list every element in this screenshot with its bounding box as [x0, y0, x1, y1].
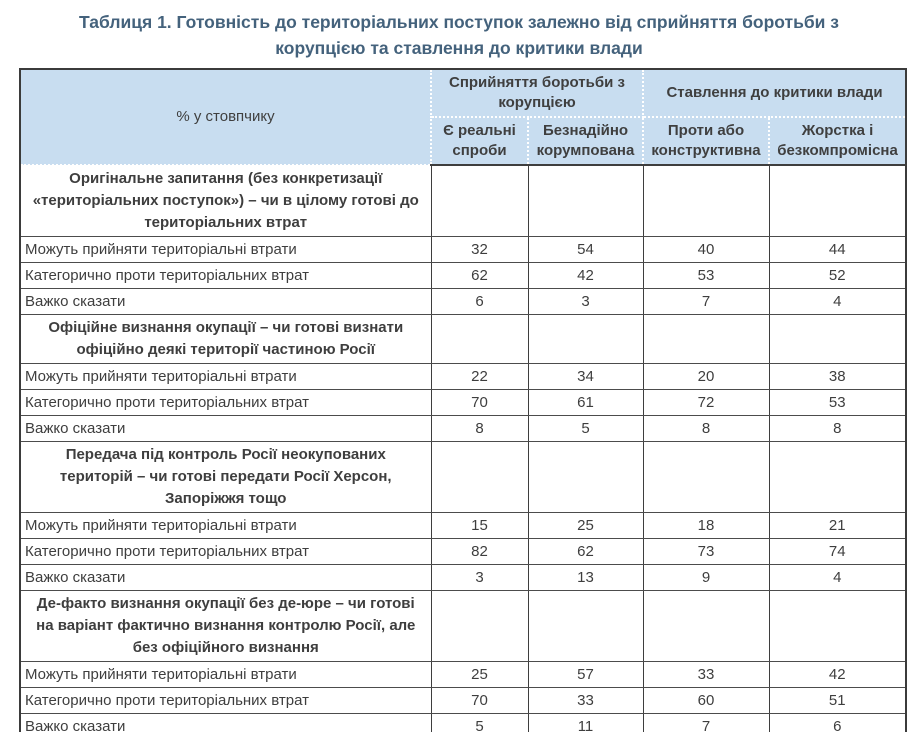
table-body — [20, 165, 906, 732]
value-cell: 32 — [431, 237, 528, 263]
value-cell: 61 — [528, 390, 643, 416]
col-header-against-or-constructive: Проти або конструктивна — [643, 117, 769, 165]
section-header-row — [20, 442, 906, 513]
value-cell: 34 — [528, 364, 643, 390]
col-header-hopelessly-corrupt: Безнадійно корумпована — [528, 117, 643, 165]
row-label: Можуть прийняти територіальні втрати — [20, 364, 431, 390]
table-row — [20, 513, 906, 539]
value-cell: 74 — [769, 539, 906, 565]
concessions-table — [19, 68, 907, 732]
col-header-harsh-uncompromising: Жорстка і безкомпромісна — [769, 117, 906, 165]
value-cell: 7 — [643, 714, 769, 732]
value-cell: 57 — [528, 662, 643, 688]
value-cell: 18 — [643, 513, 769, 539]
value-cell: 6 — [769, 714, 906, 732]
value-cell: 53 — [769, 390, 906, 416]
table-row — [20, 662, 906, 688]
group-header-corruption: Сприйняття боротьби з корупцією — [431, 69, 643, 117]
table-row — [20, 364, 906, 390]
section-header-row — [20, 591, 906, 662]
value-cell: 42 — [769, 662, 906, 688]
section-empty-cell — [528, 315, 643, 364]
value-cell: 4 — [769, 565, 906, 591]
value-cell: 5 — [431, 714, 528, 732]
table-row — [20, 688, 906, 714]
table-row — [20, 565, 906, 591]
value-cell: 3 — [528, 289, 643, 315]
value-cell: 20 — [643, 364, 769, 390]
value-cell: 8 — [769, 416, 906, 442]
group-header-row — [20, 69, 906, 117]
value-cell: 4 — [769, 289, 906, 315]
section-empty-cell — [643, 591, 769, 662]
row-label: Важко сказати — [20, 565, 431, 591]
value-cell: 42 — [528, 263, 643, 289]
table-row — [20, 416, 906, 442]
value-cell: 54 — [528, 237, 643, 263]
value-cell: 73 — [643, 539, 769, 565]
table-header — [20, 69, 906, 165]
section-empty-cell — [769, 315, 906, 364]
value-cell: 62 — [431, 263, 528, 289]
table-title: Таблиця 1. Готовність до територіальних поступок залежно від сприйняття боротьби з корупцією та ставлення до критики влади — [79, 12, 839, 58]
section-header-row — [20, 315, 906, 364]
table-row — [20, 237, 906, 263]
col-header-real-attempts: Є реальні спроби — [431, 117, 528, 165]
section-empty-cell — [528, 591, 643, 662]
value-cell: 52 — [769, 263, 906, 289]
section-empty-cell — [431, 591, 528, 662]
section-empty-cell — [769, 591, 906, 662]
row-label: Категорично проти територіальних втрат — [20, 539, 431, 565]
value-cell: 5 — [528, 416, 643, 442]
table-row — [20, 714, 906, 732]
value-cell: 44 — [769, 237, 906, 263]
value-cell: 60 — [643, 688, 769, 714]
row-label: Категорично проти територіальних втрат — [20, 263, 431, 289]
section-empty-cell — [769, 442, 906, 513]
section-empty-cell — [431, 315, 528, 364]
value-cell: 62 — [528, 539, 643, 565]
value-cell: 33 — [528, 688, 643, 714]
value-cell: 72 — [643, 390, 769, 416]
section-title: Офіційне визнання окупації – чи готові визнати офіційно деякі території частиною Росії — [20, 315, 431, 364]
section-title: Оригінальне запитання (без конкретизації «територіальних поступок») – чи в цілому готові до територіальних втрат — [20, 165, 431, 237]
row-label: Категорично проти територіальних втрат — [20, 390, 431, 416]
table-row — [20, 539, 906, 565]
row-label: Важко сказати — [20, 416, 431, 442]
section-empty-cell — [431, 165, 528, 237]
row-label: Важко сказати — [20, 289, 431, 315]
value-cell: 53 — [643, 263, 769, 289]
value-cell: 11 — [528, 714, 643, 732]
section-empty-cell — [431, 442, 528, 513]
table-row — [20, 289, 906, 315]
value-cell: 25 — [528, 513, 643, 539]
value-cell: 7 — [643, 289, 769, 315]
value-cell: 6 — [431, 289, 528, 315]
section-empty-cell — [528, 165, 643, 237]
row-label: Можуть прийняти територіальні втрати — [20, 237, 431, 263]
section-title: Передача під контроль Росії неокупованих територій – чи готові передати Росії Херсон, Запоріжжя тощо — [20, 442, 431, 513]
section-empty-cell — [528, 442, 643, 513]
table-row — [20, 263, 906, 289]
value-cell: 40 — [643, 237, 769, 263]
value-cell: 70 — [431, 688, 528, 714]
row-label: Можуть прийняти територіальні втрати — [20, 513, 431, 539]
value-cell: 9 — [643, 565, 769, 591]
group-header-criticism: Ставлення до критики влади — [643, 69, 906, 117]
section-header-row — [20, 165, 906, 237]
value-cell: 13 — [528, 565, 643, 591]
value-cell: 21 — [769, 513, 906, 539]
value-cell: 70 — [431, 390, 528, 416]
section-empty-cell — [643, 442, 769, 513]
value-cell: 15 — [431, 513, 528, 539]
row-label: Категорично проти територіальних втрат — [20, 688, 431, 714]
row-label: Можуть прийняти територіальні втрати — [20, 662, 431, 688]
row-label: Важко сказати — [20, 714, 431, 732]
value-cell: 82 — [431, 539, 528, 565]
section-title: Де-факто визнання окупації без де-юре – чи готові на варіант фактично визнання контролю Росії, але без офіційного визнання — [20, 591, 431, 662]
section-empty-cell — [769, 165, 906, 237]
value-cell: 8 — [431, 416, 528, 442]
value-cell: 33 — [643, 662, 769, 688]
value-cell: 22 — [431, 364, 528, 390]
corner-cell: % у стовпчику — [20, 69, 431, 165]
value-cell: 51 — [769, 688, 906, 714]
value-cell: 8 — [643, 416, 769, 442]
table-row — [20, 390, 906, 416]
section-empty-cell — [643, 165, 769, 237]
value-cell: 38 — [769, 364, 906, 390]
value-cell: 25 — [431, 662, 528, 688]
value-cell: 3 — [431, 565, 528, 591]
section-empty-cell — [643, 315, 769, 364]
